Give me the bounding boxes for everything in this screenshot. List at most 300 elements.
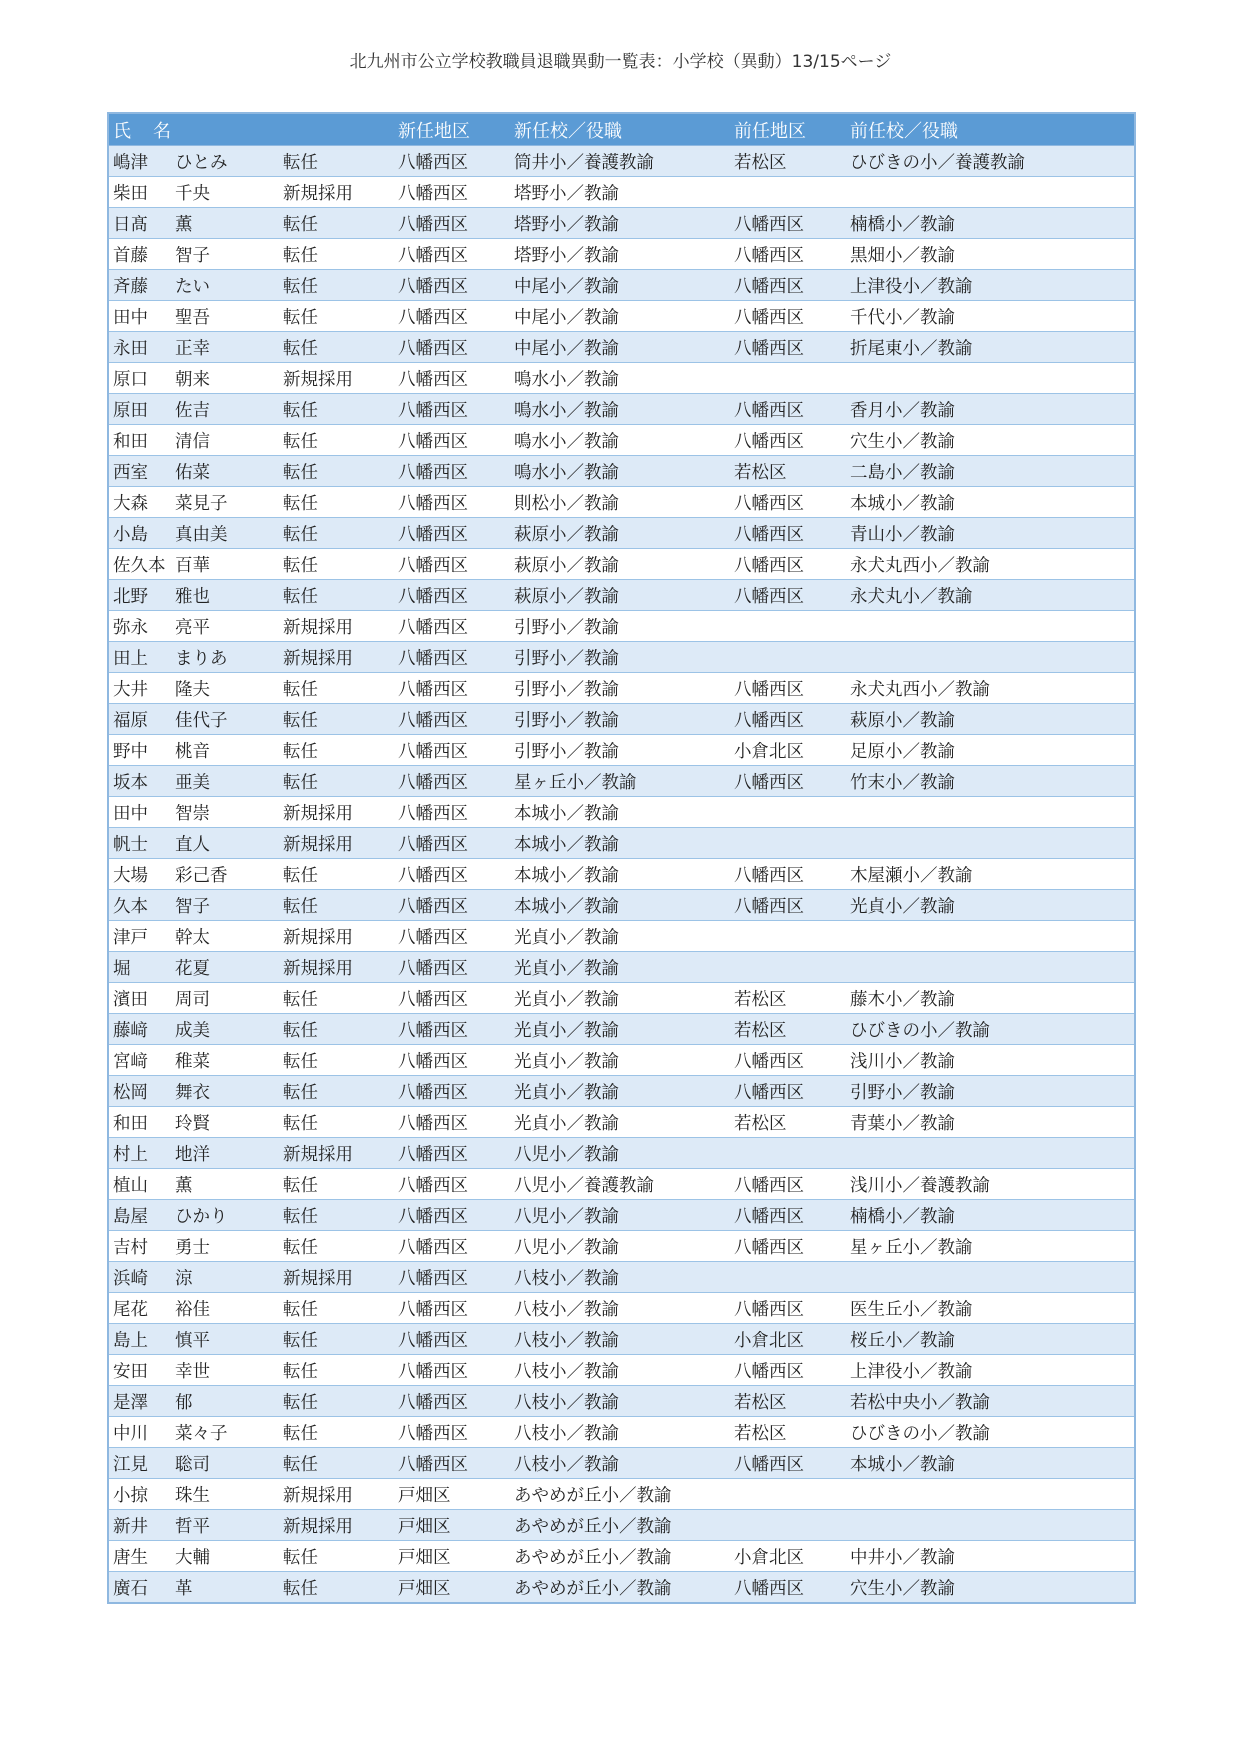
cell-given-name: 玲賢: [175, 1113, 210, 1134]
cell-given-name: 地洋: [175, 1144, 210, 1165]
cell-name: [108, 1355, 279, 1386]
cell-new-school: あやめが丘小／教諭: [510, 1541, 730, 1572]
cell-given-name: 慎平: [175, 1330, 210, 1351]
cell-surname: 新井: [113, 1516, 148, 1537]
cell-given-name: 聖吾: [175, 307, 210, 328]
cell-prev-school: 桜丘小／教諭: [846, 1324, 1135, 1355]
cell-new-school: 鳴水小／教諭: [510, 456, 730, 487]
cell-type: 転任: [279, 983, 394, 1014]
cell-new-school: 八枝小／教諭: [510, 1324, 730, 1355]
cell-name: [108, 518, 279, 549]
cell-type: 新規採用: [279, 952, 394, 983]
table-row: [108, 425, 1135, 456]
cell-prev-area: 八幡西区: [730, 394, 846, 425]
cell-new-area: 八幡西区: [394, 1386, 510, 1417]
cell-prev-area: 若松区: [730, 456, 846, 487]
cell-prev-school: 医生丘小／教諭: [846, 1293, 1135, 1324]
cell-given-name: 佑菜: [175, 462, 210, 483]
cell-prev-school: 折尾東小／教諭: [846, 332, 1135, 363]
cell-new-school: 八枝小／教諭: [510, 1293, 730, 1324]
cell-prev-area: [730, 1510, 846, 1541]
cell-prev-school: 永犬丸西小／教諭: [846, 673, 1135, 704]
cell-surname: 安田: [113, 1361, 148, 1382]
cell-prev-school: 穴生小／教諭: [846, 425, 1135, 456]
cell-surname: 日髙: [113, 214, 148, 235]
cell-new-school: 八児小／教諭: [510, 1138, 730, 1169]
cell-type: 転任: [279, 1293, 394, 1324]
cell-prev-area: 若松区: [730, 1014, 846, 1045]
cell-new-area: 八幡西区: [394, 146, 510, 177]
cell-surname: 福原: [113, 710, 148, 731]
cell-type: 転任: [279, 859, 394, 890]
cell-surname: 廣石: [113, 1578, 148, 1599]
table-row: [108, 1107, 1135, 1138]
cell-prev-area: 八幡西区: [730, 270, 846, 301]
cell-prev-area: [730, 797, 846, 828]
cell-prev-area: 八幡西区: [730, 1293, 846, 1324]
cell-new-area: 八幡西区: [394, 1355, 510, 1386]
table-row: [108, 1262, 1135, 1293]
cell-type: 転任: [279, 1231, 394, 1262]
cell-new-school: 引野小／教諭: [510, 611, 730, 642]
cell-name: [108, 580, 279, 611]
cell-surname: 中川: [113, 1423, 148, 1444]
cell-prev-area: 小倉北区: [730, 1541, 846, 1572]
cell-new-school: あやめが丘小／教諭: [510, 1510, 730, 1541]
cell-type: 新規採用: [279, 1510, 394, 1541]
cell-surname: 小掠: [113, 1485, 148, 1506]
cell-type: 新規採用: [279, 828, 394, 859]
cell-new-area: 八幡西区: [394, 797, 510, 828]
header-given: 名: [153, 120, 171, 142]
cell-type: 新規採用: [279, 797, 394, 828]
cell-prev-school: [846, 642, 1135, 673]
cell-given-name: 千央: [175, 183, 210, 204]
cell-new-school: 則松小／教諭: [510, 487, 730, 518]
cell-surname: 原田: [113, 400, 148, 421]
cell-new-area: 八幡西区: [394, 1107, 510, 1138]
cell-name: [108, 1479, 279, 1510]
cell-given-name: 薫: [175, 1175, 193, 1196]
cell-new-school: 八児小／教諭: [510, 1231, 730, 1262]
cell-type: 新規採用: [279, 363, 394, 394]
cell-prev-area: 若松区: [730, 1386, 846, 1417]
cell-prev-area: 八幡西区: [730, 1231, 846, 1262]
cell-prev-school: 中井小／教諭: [846, 1541, 1135, 1572]
cell-prev-area: 八幡西区: [730, 766, 846, 797]
cell-surname: 嶋津: [113, 152, 148, 173]
cell-prev-area: 八幡西区: [730, 1572, 846, 1604]
cell-name: [108, 425, 279, 456]
cell-given-name: 朝来: [175, 369, 210, 390]
cell-new-area: 八幡西区: [394, 456, 510, 487]
cell-prev-school: 竹末小／教諭: [846, 766, 1135, 797]
cell-new-school: 引野小／教諭: [510, 735, 730, 766]
cell-type: 新規採用: [279, 1479, 394, 1510]
cell-prev-school: 引野小／教諭: [846, 1076, 1135, 1107]
cell-prev-school: 永犬丸西小／教諭: [846, 549, 1135, 580]
table-row: [108, 1076, 1135, 1107]
table-row: [108, 611, 1135, 642]
cell-given-name: 成美: [175, 1020, 210, 1041]
cell-new-area: 八幡西区: [394, 673, 510, 704]
cell-prev-school: 二島小／教諭: [846, 456, 1135, 487]
table-row: [108, 828, 1135, 859]
cell-given-name: 大輔: [175, 1547, 210, 1568]
cell-name: [108, 1448, 279, 1479]
cell-type: 転任: [279, 1076, 394, 1107]
cell-type: 転任: [279, 673, 394, 704]
cell-given-name: 菜見子: [175, 493, 228, 514]
cell-given-name: 舞衣: [175, 1082, 210, 1103]
cell-prev-school: 黒畑小／教諭: [846, 239, 1135, 270]
cell-new-area: 八幡西区: [394, 1138, 510, 1169]
cell-surname: 濱田: [113, 989, 148, 1010]
table-row: [108, 456, 1135, 487]
table-row: [108, 673, 1135, 704]
cell-type: 転任: [279, 394, 394, 425]
cell-name: [108, 1293, 279, 1324]
cell-given-name: 稚菜: [175, 1051, 210, 1072]
table-row: [108, 301, 1135, 332]
cell-new-school: 本城小／教諭: [510, 828, 730, 859]
cell-name: [108, 673, 279, 704]
cell-prev-area: 若松区: [730, 1417, 846, 1448]
cell-new-school: 塔野小／教諭: [510, 208, 730, 239]
cell-name: [108, 1169, 279, 1200]
cell-prev-area: [730, 611, 846, 642]
cell-new-school: 光貞小／教諭: [510, 952, 730, 983]
cell-new-school: 引野小／教諭: [510, 642, 730, 673]
cell-prev-school: 本城小／教諭: [846, 1448, 1135, 1479]
cell-name: [108, 704, 279, 735]
cell-new-school: 塔野小／教諭: [510, 177, 730, 208]
cell-new-area: 八幡西区: [394, 177, 510, 208]
table-row: [108, 518, 1135, 549]
cell-new-school: あやめが丘小／教諭: [510, 1572, 730, 1604]
table-row: [108, 766, 1135, 797]
cell-name: [108, 394, 279, 425]
cell-new-area: 戸畑区: [394, 1510, 510, 1541]
cell-prev-area: 若松区: [730, 1107, 846, 1138]
cell-new-area: 八幡西区: [394, 580, 510, 611]
cell-surname: 吉村: [113, 1237, 148, 1258]
cell-given-name: 涼: [175, 1268, 193, 1289]
cell-prev-school: 本城小／教諭: [846, 487, 1135, 518]
cell-prev-area: 八幡西区: [730, 332, 846, 363]
header-prev-area: 前任地区: [730, 113, 846, 146]
table-header-row: [108, 113, 1135, 146]
cell-new-school: 八枝小／教諭: [510, 1448, 730, 1479]
cell-new-area: 八幡西区: [394, 952, 510, 983]
cell-name: [108, 549, 279, 580]
cell-prev-area: 八幡西区: [730, 518, 846, 549]
table-row: [108, 1448, 1135, 1479]
table-row: [108, 549, 1135, 580]
cell-given-name: ひかり: [175, 1206, 228, 1227]
cell-given-name: まりあ: [175, 648, 228, 669]
cell-prev-school: [846, 952, 1135, 983]
cell-surname: 首藤: [113, 245, 148, 266]
cell-type: 転任: [279, 890, 394, 921]
table-row: [108, 1169, 1135, 1200]
cell-prev-school: 上津役小／教諭: [846, 270, 1135, 301]
cell-given-name: 佐吉: [175, 400, 210, 421]
cell-new-area: 八幡西区: [394, 394, 510, 425]
cell-name: [108, 921, 279, 952]
cell-prev-area: [730, 1479, 846, 1510]
cell-name: [108, 1200, 279, 1231]
cell-surname: 島屋: [113, 1206, 148, 1227]
table-row: [108, 146, 1135, 177]
table-row: [108, 1045, 1135, 1076]
cell-prev-school: [846, 828, 1135, 859]
cell-prev-school: 足原小／教諭: [846, 735, 1135, 766]
table-row: [108, 1293, 1135, 1324]
cell-new-school: 光貞小／教諭: [510, 1014, 730, 1045]
cell-name: [108, 1231, 279, 1262]
cell-new-area: 八幡西区: [394, 1231, 510, 1262]
cell-prev-school: ひびきの小／養護教諭: [846, 146, 1135, 177]
cell-given-name: 革: [175, 1578, 193, 1599]
table-row: [108, 1200, 1135, 1231]
cell-prev-school: [846, 797, 1135, 828]
cell-prev-school: 楠橋小／教諭: [846, 1200, 1135, 1231]
cell-new-area: 八幡西区: [394, 1076, 510, 1107]
cell-prev-school: 楠橋小／教諭: [846, 208, 1135, 239]
cell-prev-area: [730, 1262, 846, 1293]
cell-name: [108, 363, 279, 394]
cell-name: [108, 239, 279, 270]
cell-new-area: 八幡西区: [394, 549, 510, 580]
table-row: [108, 890, 1135, 921]
cell-new-school: 引野小／教諭: [510, 704, 730, 735]
cell-type: 転任: [279, 301, 394, 332]
cell-surname: 堀: [113, 958, 131, 979]
cell-new-area: 八幡西区: [394, 518, 510, 549]
cell-surname: 松岡: [113, 1082, 148, 1103]
cell-type: 転任: [279, 1200, 394, 1231]
cell-name: [108, 1541, 279, 1572]
cell-prev-area: 八幡西区: [730, 1076, 846, 1107]
cell-given-name: 花夏: [175, 958, 210, 979]
cell-prev-area: 若松区: [730, 983, 846, 1014]
cell-given-name: 裕佳: [175, 1299, 210, 1320]
cell-given-name: 智崇: [175, 803, 210, 824]
cell-new-school: 光貞小／教諭: [510, 983, 730, 1014]
cell-new-area: 八幡西区: [394, 1293, 510, 1324]
cell-given-name: 周司: [175, 989, 210, 1010]
cell-surname: 大森: [113, 493, 148, 514]
cell-given-name: 桃音: [175, 741, 210, 762]
table-row: [108, 1417, 1135, 1448]
table-row: [108, 580, 1135, 611]
cell-new-area: 八幡西区: [394, 890, 510, 921]
cell-prev-school: 千代小／教諭: [846, 301, 1135, 332]
cell-type: 転任: [279, 1169, 394, 1200]
cell-prev-area: 八幡西区: [730, 239, 846, 270]
cell-type: 転任: [279, 1386, 394, 1417]
table-row: [108, 735, 1135, 766]
cell-given-name: 真由美: [175, 524, 228, 545]
cell-new-area: 八幡西区: [394, 1262, 510, 1293]
cell-name: [108, 177, 279, 208]
cell-new-area: 八幡西区: [394, 1169, 510, 1200]
cell-type: 転任: [279, 146, 394, 177]
cell-given-name: 清信: [175, 431, 210, 452]
table-row: [108, 1231, 1135, 1262]
cell-type: 転任: [279, 1107, 394, 1138]
cell-surname: 田中: [113, 803, 148, 824]
cell-prev-area: 八幡西区: [730, 1448, 846, 1479]
cell-type: 転任: [279, 332, 394, 363]
cell-new-area: 戸畑区: [394, 1479, 510, 1510]
header-name: [108, 113, 279, 146]
cell-surname: 是澤: [113, 1392, 148, 1413]
cell-surname: 小島: [113, 524, 148, 545]
table-row: [108, 1510, 1135, 1541]
header-new-school: 新任校／役職: [510, 113, 730, 146]
cell-new-school: 筒井小／養護教諭: [510, 146, 730, 177]
cell-prev-area: 八幡西区: [730, 1355, 846, 1386]
cell-type: 転任: [279, 1324, 394, 1355]
cell-prev-school: 星ヶ丘小／教諭: [846, 1231, 1135, 1262]
cell-new-area: 八幡西区: [394, 828, 510, 859]
cell-prev-area: 八幡西区: [730, 673, 846, 704]
cell-prev-area: [730, 363, 846, 394]
cell-new-school: 八枝小／教諭: [510, 1386, 730, 1417]
cell-given-name: 智子: [175, 896, 210, 917]
cell-prev-area: 八幡西区: [730, 208, 846, 239]
cell-new-area: 戸畑区: [394, 1541, 510, 1572]
cell-given-name: 亮平: [175, 617, 210, 638]
cell-type: 新規採用: [279, 177, 394, 208]
cell-name: [108, 270, 279, 301]
cell-type: 転任: [279, 1572, 394, 1604]
cell-type: 転任: [279, 735, 394, 766]
cell-name: [108, 952, 279, 983]
table-row: [108, 270, 1135, 301]
cell-new-area: 八幡西区: [394, 642, 510, 673]
cell-new-school: 八児小／養護教諭: [510, 1169, 730, 1200]
cell-name: [108, 456, 279, 487]
cell-prev-area: 若松区: [730, 146, 846, 177]
cell-new-school: 引野小／教諭: [510, 673, 730, 704]
cell-name: [108, 487, 279, 518]
cell-new-area: 八幡西区: [394, 425, 510, 456]
cell-prev-school: ひびきの小／教諭: [846, 1014, 1135, 1045]
cell-prev-school: 浅川小／養護教諭: [846, 1169, 1135, 1200]
table-row: [108, 1386, 1135, 1417]
cell-surname: 和田: [113, 431, 148, 452]
cell-name: [108, 1510, 279, 1541]
cell-given-name: 雅也: [175, 586, 210, 607]
cell-type: 転任: [279, 1355, 394, 1386]
table-row: [108, 1541, 1135, 1572]
cell-new-area: 八幡西区: [394, 270, 510, 301]
cell-surname: 野中: [113, 741, 148, 762]
cell-name: [108, 890, 279, 921]
cell-surname: 植山: [113, 1175, 148, 1196]
cell-new-area: 八幡西区: [394, 1417, 510, 1448]
table-row: [108, 332, 1135, 363]
cell-type: 転任: [279, 549, 394, 580]
cell-surname: 柴田: [113, 183, 148, 204]
cell-given-name: 百華: [175, 555, 210, 576]
cell-type: 新規採用: [279, 642, 394, 673]
cell-new-school: 星ヶ丘小／教諭: [510, 766, 730, 797]
cell-new-area: 八幡西区: [394, 704, 510, 735]
table-row: [108, 363, 1135, 394]
cell-prev-area: 小倉北区: [730, 1324, 846, 1355]
cell-new-school: 萩原小／教諭: [510, 549, 730, 580]
cell-given-name: 彩己香: [175, 865, 228, 886]
table-row: [108, 921, 1135, 952]
cell-new-area: 八幡西区: [394, 921, 510, 952]
cell-prev-school: 若松中央小／教諭: [846, 1386, 1135, 1417]
cell-surname: 江見: [113, 1454, 148, 1475]
cell-surname: 原口: [113, 369, 148, 390]
cell-type: 新規採用: [279, 921, 394, 952]
cell-prev-area: 八幡西区: [730, 425, 846, 456]
cell-given-name: 亜美: [175, 772, 210, 793]
cell-type: 転任: [279, 1045, 394, 1076]
cell-surname: 田中: [113, 307, 148, 328]
cell-prev-school: 青山小／教諭: [846, 518, 1135, 549]
cell-prev-school: 光貞小／教諭: [846, 890, 1135, 921]
cell-new-area: 八幡西区: [394, 239, 510, 270]
cell-new-area: 八幡西区: [394, 1045, 510, 1076]
cell-prev-school: [846, 1510, 1135, 1541]
cell-new-school: 鳴水小／教諭: [510, 425, 730, 456]
cell-name: [108, 642, 279, 673]
cell-new-area: 八幡西区: [394, 1324, 510, 1355]
cell-surname: 永田: [113, 338, 148, 359]
cell-name: [108, 1076, 279, 1107]
cell-name: [108, 208, 279, 239]
cell-prev-school: [846, 921, 1135, 952]
cell-new-area: 八幡西区: [394, 332, 510, 363]
cell-surname: 大井: [113, 679, 148, 700]
cell-type: 転任: [279, 239, 394, 270]
cell-new-school: 光貞小／教諭: [510, 1076, 730, 1107]
cell-surname: 斉藤: [113, 276, 148, 297]
table-row: [108, 859, 1135, 890]
cell-surname: 和田: [113, 1113, 148, 1134]
page-title: 北九州市公立学校教職員退職異動一覧表：小学校（異動）13/15ページ: [349, 52, 892, 72]
cell-new-area: 八幡西区: [394, 766, 510, 797]
cell-name: [108, 301, 279, 332]
cell-prev-area: [730, 828, 846, 859]
cell-new-school: 鳴水小／教諭: [510, 363, 730, 394]
table-row: [108, 177, 1135, 208]
cell-new-school: 八枝小／教諭: [510, 1417, 730, 1448]
table-row: [108, 239, 1135, 270]
cell-type: 新規採用: [279, 1138, 394, 1169]
cell-type: 転任: [279, 1014, 394, 1045]
cell-surname: 北野: [113, 586, 148, 607]
cell-prev-school: [846, 177, 1135, 208]
cell-given-name: 直人: [175, 834, 210, 855]
cell-name: [108, 1324, 279, 1355]
cell-prev-area: [730, 177, 846, 208]
cell-new-area: 八幡西区: [394, 1448, 510, 1479]
cell-given-name: 薫: [175, 214, 193, 235]
table-row: [108, 797, 1135, 828]
cell-new-area: 八幡西区: [394, 1014, 510, 1045]
cell-name: [108, 983, 279, 1014]
cell-type: 転任: [279, 766, 394, 797]
